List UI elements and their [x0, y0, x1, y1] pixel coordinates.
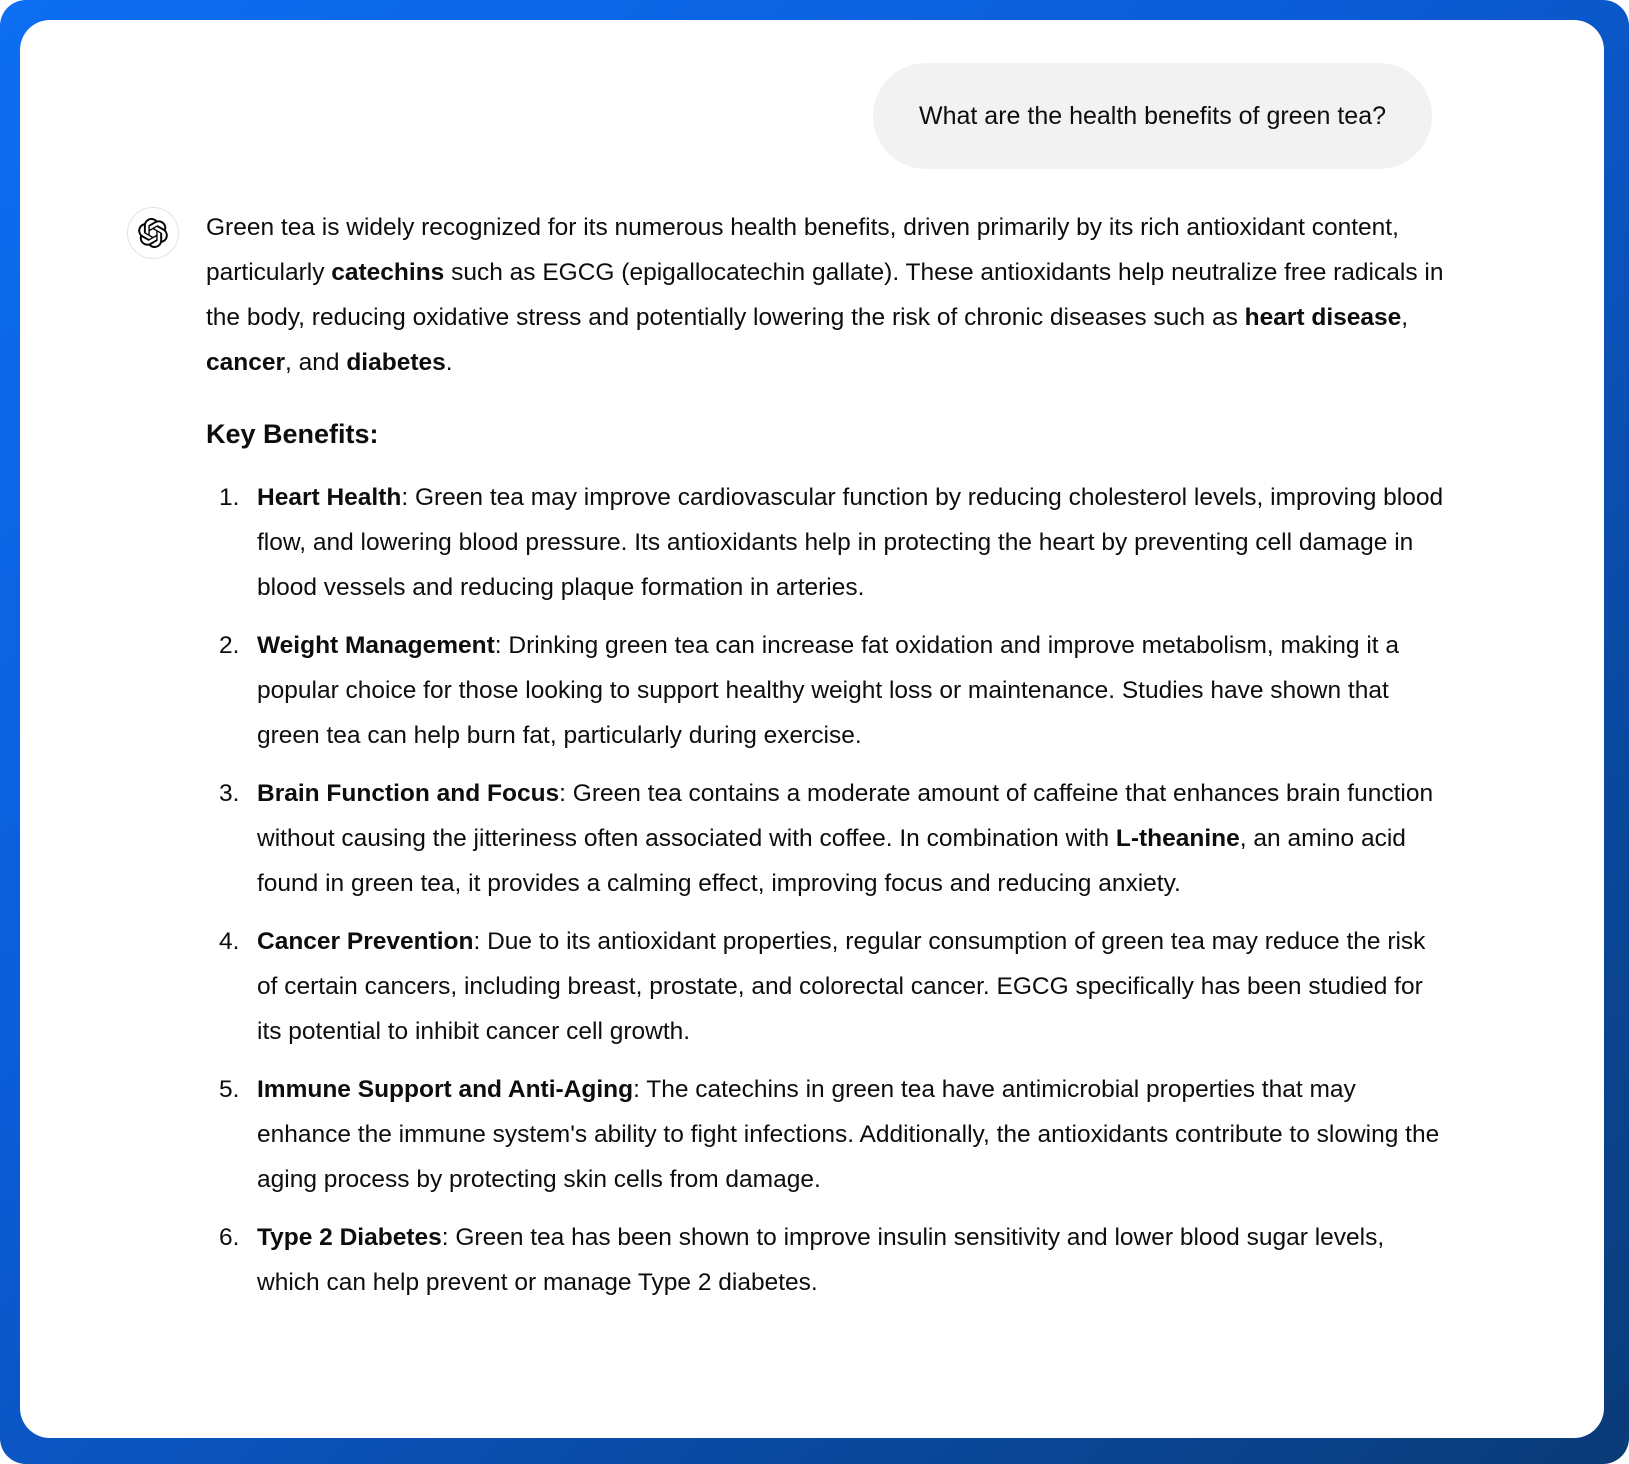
- assistant-message-body: [206, 205, 1446, 1318]
- benefit-list-item: [206, 919, 1446, 1054]
- assistant-intro-paragraph: Green tea is widely recognized for its numerous health benefits, driven primarily by its rich antioxidant content, particularly catechins such as EGCG (epigallocatechin gallate). These antioxidants help neutralize free radicals in the body, reducing oxidative stress and potentially lowering the risk of chronic diseases such as heart disease, cancer, and diabetes.: [206, 214, 1444, 376]
- benefit-text: Cancer Prevention: Due to its antioxidant properties, regular consumption of green tea may reduce the risk of certain cancers, including breast, prostate, and colorectal cancer. EGCG specifically has been studied for its potential to inhibit cancer cell growth.: [257, 928, 1426, 1045]
- benefit-list-item: [206, 475, 1446, 610]
- chat-content-area: [20, 20, 1604, 1438]
- assistant-avatar: [127, 207, 179, 259]
- benefit-list-item: [206, 1215, 1446, 1305]
- user-message-text: What are the health benefits of green tea?: [919, 102, 1386, 130]
- user-message-bubble: [873, 63, 1432, 169]
- benefit-number: 6.: [219, 1224, 240, 1251]
- benefit-text: Heart Health: Green tea may improve cardiovascular function by reducing cholesterol levels, improving blood flow, and lowering blood pressure. Its antioxidants help in protecting the heart by preventing cell damage in blood vessels and reducing plaque formation in arteries.: [257, 484, 1444, 601]
- benefit-number: 2.: [219, 632, 240, 659]
- openai-logo-icon: [138, 218, 168, 248]
- benefit-text: Type 2 Diabetes: Green tea has been shown to improve insulin sensitivity and lower blood sugar levels, which can help prevent or manage Type 2 diabetes.: [257, 1224, 1385, 1296]
- benefit-list-item: [206, 1067, 1446, 1202]
- benefits-list: [206, 475, 1446, 1305]
- benefit-list-item: [206, 771, 1446, 906]
- benefit-number: 5.: [219, 1076, 240, 1103]
- benefit-text: Weight Management: Drinking green tea can increase fat oxidation and improve metabolism, making it a popular choice for those looking to support healthy weight loss or maintenance. Studies have shown that green tea can help burn fat, particularly during exercise.: [257, 632, 1400, 749]
- benefit-number: 1.: [219, 484, 240, 511]
- key-benefits-heading: Key Benefits:: [206, 419, 379, 449]
- benefit-number: 3.: [219, 780, 240, 807]
- benefit-text: Immune Support and Anti-Aging: The catechins in green tea have antimicrobial properties that may enhance the immune system's ability to fight infections. Additionally, the antioxidants contribute to slowing the aging process by protecting skin cells from damage.: [257, 1076, 1440, 1193]
- benefit-number: 4.: [219, 928, 240, 955]
- benefit-list-item: [206, 623, 1446, 758]
- assistant-message-row: [20, 205, 1604, 1318]
- user-message-row: [20, 20, 1604, 169]
- benefit-text: Brain Function and Focus: Green tea contains a moderate amount of caffeine that enhances brain function without causing the jitteriness often associated with coffee. In combination with L-theanine, an amino acid found in green tea, it provides a calming effect, improving focus and reducing anxiety.: [257, 780, 1434, 897]
